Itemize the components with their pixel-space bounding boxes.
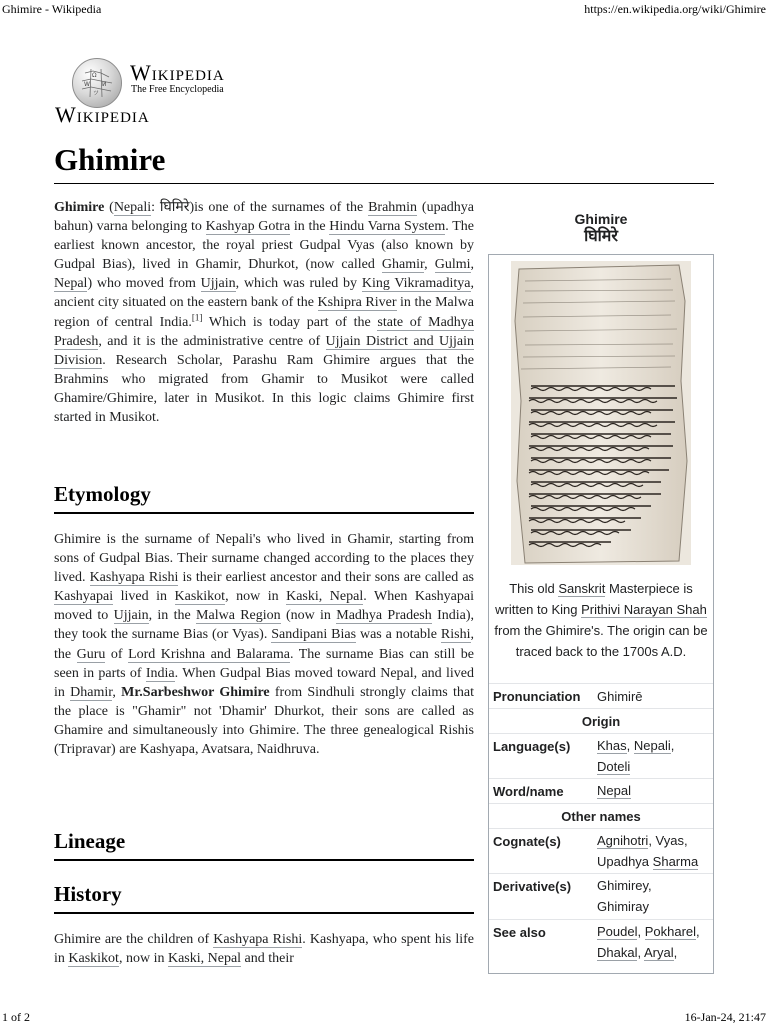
link-doteli[interactable]: Doteli [597,759,631,774]
text: , [424,257,435,273]
heading-etymology: Etymology [54,482,151,506]
svg-text:И: И [102,81,107,88]
text: : घिमिरे)is one of the surnames of the [151,200,369,215]
link-ujjain[interactable]: Ujjain [200,276,236,292]
link-nepali[interactable]: Nepali [633,738,671,753]
svg-text:W: W [84,81,90,88]
see-also-values: Poudel, Pokharel, Dhakal, Aryal, [597,924,700,960]
link-sandipani-bias[interactable]: Sandipani Bias [271,627,357,643]
text: , the [54,627,474,662]
link-brahmin[interactable]: Brahmin [368,200,418,215]
text: ) who moved from [87,276,201,292]
heading-divider [54,859,474,861]
page-title: Ghimire [54,142,166,177]
text: , which was ruled by [235,276,362,292]
link-ujjain-district[interactable]: Ujjain District and Ujjain Division [54,333,474,368]
link-king-vikramaditya[interactable]: King Vikramaditya [361,276,471,292]
text: Masterpiece is written to King [495,581,693,617]
tagline: The Free Encyclopedia [131,84,224,95]
text: , now in [118,951,168,967]
manuscript-illustration [511,261,691,565]
link-india[interactable]: India [145,665,175,681]
text: , now in [225,589,287,605]
infobox-row-see-also [489,919,713,975]
wordmark: Wikipedia [130,60,225,85]
svg-text:ツ: ツ [93,90,100,97]
text: and their [241,951,294,967]
text: . When Gudpal Bias moved toward Nepal, and lived in [54,665,474,700]
link-dhamir[interactable]: Dhamir [70,684,113,700]
infobox-title-native: घिमिरे [584,228,618,245]
text: , [470,257,474,273]
text: (upadhya bahun) varna belonging to [54,200,474,235]
text: is their earliest ancestor and their sons are called as [178,570,474,586]
heading-divider [54,912,474,914]
link-pokharel[interactable]: Pokharel [644,924,697,939]
infobox-row-word [489,778,713,804]
text: Which is today part of the [202,314,378,330]
pronunciation-label: Pronunciation [493,689,581,704]
text: This old [509,581,559,596]
print-page-url: https://en.wikipedia.org/wiki/Ghimire [584,2,766,16]
bold-name: Mr.Sarbeshwor Ghimire [121,684,270,700]
infobox-row-pronunciation [489,683,713,709]
text: . Research Scholar, Parashu Ram Ghimire argues that the Brahmins who migrated from Ghamir to Musikot were called Ghamire/Ghimire, later in Musikot. In this logic claims Ghimire first started in Musikot. [54,352,474,426]
text: . The surname Bias can still be seen in parts of [54,646,474,681]
etymology-section [54,530,474,759]
heading-divider [54,512,474,514]
link-poudel[interactable]: Poudel [597,924,638,939]
link-kashyapa-rishi[interactable]: Kashyapa Rishi [89,570,179,586]
link-kashyap-gotra[interactable]: Kashyap Gotra [205,219,291,235]
word-label: Word/name [493,784,564,799]
cognate-label: Cognate(s) [493,834,561,849]
reference-1[interactable]: [1] [191,311,203,322]
svg-text:Ω: Ω [92,72,97,79]
derivative-ghimirey: Ghimirey [597,878,649,893]
text: was a notable [356,627,441,643]
link-kashyapa-rishi[interactable]: Kashyapa Rishi [213,932,303,947]
link-malwa-region[interactable]: Malwa Region [196,608,281,624]
derivative-values: Ghimirey, Ghimiray [597,878,652,914]
text: (now in [280,608,337,624]
link-state-of-madhya-pradesh[interactable]: state of Madhya Pradesh [54,314,474,349]
link-kashyapai[interactable]: Kashyapai [54,589,114,605]
other-names-header: Other names [561,809,641,824]
link-rishi[interactable]: Rishi [440,627,471,643]
language-label: Language(s) [493,739,571,754]
text: of [105,646,129,662]
link-gulmi[interactable]: Gulmi [434,257,471,273]
link-agnihotri[interactable]: Agnihotri [597,833,649,848]
link-nepali[interactable]: Nepali [113,200,152,215]
cognate-vyas: Vyas [655,833,684,848]
print-page-count: 1 of 2 [2,1010,30,1024]
text: , [112,684,122,700]
text: from the Ghimire's. The origin can be traced back to the 1700s A.D. [494,623,708,659]
language-values: Khas, Nepali, Doteli [597,738,675,774]
link-prithivi-narayan-shah[interactable]: Prithivi Narayan Shah [581,602,707,617]
subject-name: Ghimire [54,200,105,215]
link-kshipra-river[interactable]: Kshipra River [317,295,397,311]
link-nepal[interactable]: Nepal [597,783,631,798]
text: in the [290,219,330,235]
link-kaski-nepal[interactable]: Kaski, Nepal [286,589,364,605]
title-divider [54,183,714,184]
link-khas[interactable]: Khas [597,738,627,753]
origin-header: Origin [581,714,621,729]
image-caption [493,578,709,662]
text: . The earliest known ancestor, the royal priest Gudpal Vyas (also known by Gudpal Bias), lived in Ghamir, Dhurkot, (now called [54,219,474,273]
infobox-title-latin: Ghimire [574,211,628,227]
manuscript-image[interactable] [511,261,691,565]
link-sharma[interactable]: Sharma [652,854,699,869]
intro-paragraph [54,198,474,427]
word-value [597,780,709,801]
text: Ghimire are the children of [54,932,214,947]
link-ujjain[interactable]: Ujjain [113,608,149,624]
link-aryal[interactable]: Aryal [643,945,674,960]
infobox-row-cognate [489,828,713,874]
pronunciation-value: Ghimirē [597,689,643,704]
link-ghamir[interactable]: Ghamir [381,257,425,273]
heading-lineage: Lineage [54,829,126,853]
infobox-title [488,210,714,246]
infobox-header-other-names [489,803,713,829]
wordmark-secondary: Wikipedia [55,102,150,127]
text: ( [104,200,114,215]
link-kaski-nepal[interactable]: Kaski, Nepal [167,951,242,967]
print-page-title: Ghimire - Wikipedia [2,2,102,16]
link-madhya-pradesh[interactable]: Madhya Pradesh [336,608,432,624]
link-sanskrit[interactable]: Sanskrit [558,581,606,596]
text: . When Kashyapai moved to [54,589,475,624]
cognate-upadhya: Upadhya [597,854,650,869]
link-lord-krishna-and-balarama[interactable]: Lord Krishna and Balarama [128,646,290,662]
etymology-paragraph [54,530,474,759]
history-section [54,930,474,968]
see-also-label: See also [493,925,546,940]
text: , ancient city situated on the eastern bank of the [54,276,474,311]
link-kaskikot[interactable]: Kaskikot [68,951,119,967]
text: from Sindhuli strongly claims that the place is "Ghamir" not 'Dhamir' Dhurkot, their sons are called as Ghamire and simultaneously into Ghimire. The three genealogical Rishis (Tripravar) are Kashyapa, Avatsara, Naidhruva. [54,684,475,758]
infobox-row-derivative [489,873,713,920]
infobox [488,254,714,974]
text: , and it is the administrative centre of [98,333,326,349]
history-paragraph [54,930,474,968]
print-date: 16-Jan-24, 21:47 [684,1010,766,1024]
heading-history: History [54,882,122,906]
link-hindu-varna-system[interactable]: Hindu Varna System [329,219,446,235]
infobox-row-language [489,733,713,779]
derivative-ghimiray: Ghimiray [597,899,650,914]
text: Ghimire is the surname of Nepali's who lived in Ghamir, starting from sons of Gudpal Bias. Their surname changed according to the places they lived. [54,532,474,586]
link-nepal[interactable]: Nepal [54,276,88,292]
cognate-values: Agnihotri, Vyas, Upadhya Sharma [597,833,699,869]
derivative-label: Derivative(s) [493,879,572,894]
article-intro [54,198,474,427]
text: India), they took the surname Bias (or Vyas). [54,608,474,643]
link-dhakal[interactable]: Dhakal [597,945,638,960]
infobox-header-origin [489,708,713,734]
text: lived in [113,589,175,605]
text: . Kashyapa, who spent his life in [54,932,475,967]
link-kaskikot[interactable]: Kaskikot [174,589,226,605]
globe-pattern-icon [79,65,115,101]
text: , in the [148,608,197,624]
wikipedia-globe-icon [72,58,122,108]
link-guru[interactable]: Guru [76,646,106,662]
text: in the Malwa region of central India. [54,295,474,330]
